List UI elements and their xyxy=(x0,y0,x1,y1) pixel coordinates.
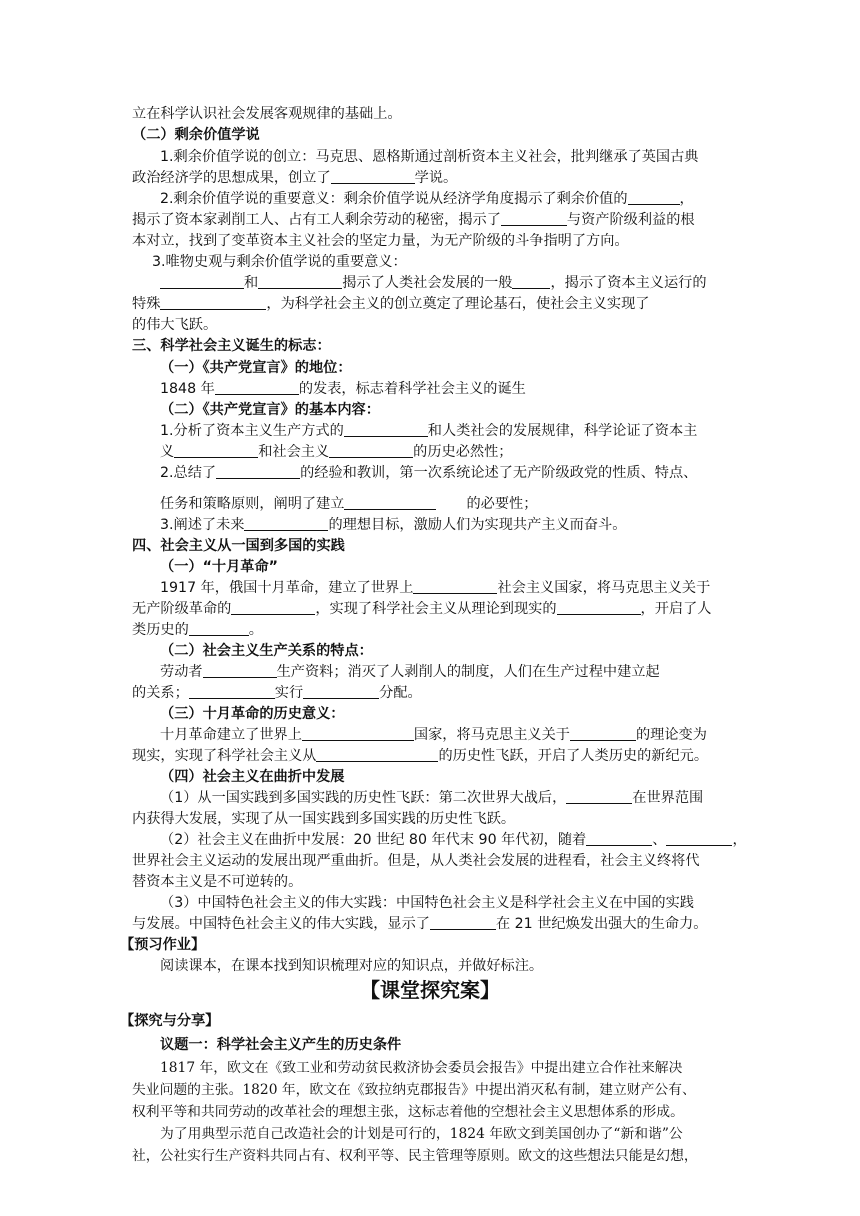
sub-heading: （二）社会主义生产关系的特点： xyxy=(160,643,373,659)
fill-blank[interactable] xyxy=(566,788,632,804)
text-line xyxy=(132,168,732,188)
text-line xyxy=(160,379,760,399)
text-line xyxy=(132,210,732,230)
text-span: （2）社会主义在曲折中发展：20 世纪 80 年代末 90 年代初，随着 xyxy=(160,832,587,848)
fill-blank[interactable] xyxy=(302,725,414,741)
fill-blank[interactable] xyxy=(628,189,680,205)
text-span: 劳动者 xyxy=(160,664,203,680)
text-span: 实行 xyxy=(274,685,304,701)
sub-heading: （四）社会主义在曲折中发展 xyxy=(160,769,345,785)
fill-blank[interactable] xyxy=(189,683,275,699)
text-span: 类历史的 xyxy=(132,622,189,638)
page-section-title: 【课堂探究案】 xyxy=(360,978,500,1002)
text-line xyxy=(132,599,732,619)
fill-blank[interactable] xyxy=(501,210,567,226)
fill-blank[interactable] xyxy=(231,599,315,615)
text-span: 十月革命建立了世界上 xyxy=(160,727,302,743)
fill-blank[interactable] xyxy=(316,746,438,762)
text-span: 特殊 xyxy=(132,296,161,312)
text-span: 的必要性； xyxy=(466,496,538,512)
text-span: 和人类社会的发展规律，科学论证了资本主 xyxy=(427,423,698,439)
text-line: 阅读课本，在课本找到知识梳理对应的知识点，并做好标注。 xyxy=(160,958,544,974)
text-line xyxy=(160,515,760,535)
text-span: ， xyxy=(732,832,747,848)
fill-blank[interactable] xyxy=(331,168,415,184)
text-span: 在 21 世纪焕发出强大的生命力。 xyxy=(495,916,708,932)
share-heading: 【探究与分享】 xyxy=(120,1013,220,1029)
text-span: 揭示了资本家剥削工人、占有工人剩余劳动的秘密，揭示了 xyxy=(132,212,501,228)
text-line: 权利平等和共同劳动的改革社会的理想主张，这标志着他的空想社会主义思想体系的形成。 xyxy=(132,1104,684,1120)
fill-blank[interactable] xyxy=(570,725,636,741)
section-heading: （二）剩余价值学说 xyxy=(132,127,260,143)
text-span: 与资产阶级利益的根 xyxy=(566,212,695,228)
fill-blank[interactable] xyxy=(189,620,249,636)
text-span: 的经验和教训，第一次系统论述了无产阶级政党的性质、特点、 xyxy=(300,465,698,481)
text-line: 为了用典型示范自己改造社会的计划是可行的，1824 年欧文到美国创办了“新和谐”公 xyxy=(160,1126,683,1142)
fill-blank[interactable] xyxy=(512,273,550,289)
text-line: 立在科学认识社会发展客观规律的基础上。 xyxy=(132,106,402,122)
fill-blank[interactable] xyxy=(160,294,266,310)
sub-heading: （三）十月革命的历史意义： xyxy=(160,706,345,722)
text-span: 生产资料；消灭了人剥削人的制度，人们在生产过程中建立起 xyxy=(276,664,660,680)
text-span: 学说。 xyxy=(414,170,458,186)
fill-blank[interactable] xyxy=(258,273,342,289)
text-span: 国家，将马克思主义关于 xyxy=(413,727,570,743)
text-line: 社，公社实行生产资料共同占有、权利平等、民主管理等原则。欧文的这些想法只能是幻想， xyxy=(132,1148,698,1164)
text-span: 与发展。中国特色社会主义的伟大实践，显示了 xyxy=(132,916,430,932)
text-line: 替资本主义是不可逆转的。 xyxy=(132,874,303,890)
text-line xyxy=(160,421,760,441)
text-span: ，实现了科学社会主义从理论到现实的 xyxy=(315,601,557,617)
text-span: 1.分析了资本主义生产方式的 xyxy=(160,423,344,439)
fill-blank[interactable] xyxy=(586,830,652,846)
text-line xyxy=(160,788,760,808)
text-span: 、 xyxy=(652,832,667,848)
text-line xyxy=(132,914,732,934)
text-line: 内获得大发展，实现了从一国实践到多国实践的历史性飞跃。 xyxy=(132,811,516,827)
text-line xyxy=(160,442,760,462)
fill-blank[interactable] xyxy=(666,830,732,846)
text-span: 和 xyxy=(244,275,259,291)
text-span: ，揭示了资本主义运行的 xyxy=(550,275,707,291)
fill-blank[interactable] xyxy=(216,463,300,479)
text-line xyxy=(160,494,760,514)
text-line: 的伟大飞跃。 xyxy=(132,317,218,333)
text-span: 。 xyxy=(248,622,263,638)
text-span: 和社会主义 xyxy=(258,444,330,460)
homework-heading: 【预习作业】 xyxy=(120,937,206,953)
text-span: 2.总结了 xyxy=(160,465,217,481)
text-span: 3.阐述了未来 xyxy=(160,517,245,533)
text-line xyxy=(160,273,732,293)
text-span: 的理论变为 xyxy=(635,727,707,743)
text-line xyxy=(132,294,732,314)
text-span: 现实，实现了科学社会主义从 xyxy=(132,748,317,764)
text-span: 的历史必然性； xyxy=(413,444,513,460)
text-line xyxy=(132,683,732,703)
fill-blank[interactable] xyxy=(344,494,436,510)
text-line: 1817 年，欧文在《致工业和劳动贫民救济协会委员会报告》中提出建立合作社来解决 xyxy=(160,1060,683,1076)
fill-blank[interactable] xyxy=(329,442,413,458)
fill-blank[interactable] xyxy=(344,421,428,437)
section-heading: 三、科学社会主义诞生的标志： xyxy=(132,338,331,354)
topic-heading: 议题一：科学社会主义产生的历史条件 xyxy=(160,1037,402,1053)
text-span: 1848 年 xyxy=(160,381,215,397)
text-span: 无产阶级革命的 xyxy=(132,601,232,617)
text-span: ，为科学社会主义的创立奠定了理论基石，使社会主义实现了 xyxy=(266,296,650,312)
text-span: 义 xyxy=(160,444,175,460)
text-span: ，开启了人 xyxy=(640,601,712,617)
text-span: 政治经济学的思想成果，创立了 xyxy=(132,170,331,186)
fill-blank[interactable] xyxy=(244,515,328,531)
text-line xyxy=(132,620,732,640)
text-line: 世界社会主义运动的发展出现严重曲折。但是，从人类社会发展的进程看，社会主义终将代 xyxy=(132,853,700,869)
sub-heading: （一）《共产党宣言》的地位： xyxy=(160,360,352,376)
text-span: ， xyxy=(679,191,694,207)
section-heading: 四、社会主义从一国到多国的实践 xyxy=(132,538,345,554)
fill-blank[interactable] xyxy=(160,273,244,289)
text-span: 的发表，标志着科学社会主义的诞生 xyxy=(298,381,526,397)
fill-blank[interactable] xyxy=(215,379,299,395)
text-line: 3.唯物史观与剩余价值学说的重要意义： xyxy=(152,254,407,270)
text-line xyxy=(160,463,760,483)
text-span: 在世界范围 xyxy=(632,790,704,806)
fill-blank[interactable] xyxy=(174,442,258,458)
text-span: 揭示了人类社会发展的一般 xyxy=(342,275,513,291)
text-line xyxy=(132,746,732,766)
text-span: 1917 年，俄国十月革命，建立了世界上 xyxy=(160,580,414,596)
text-span: 任务和策略原则，阐明了建立 xyxy=(160,496,345,512)
text-span: （1）从一国实践到多国实践的历史性飞跃：第二次世界大战后， xyxy=(160,790,567,806)
fill-blank[interactable] xyxy=(303,683,379,699)
text-span: 的关系； xyxy=(132,685,189,701)
fill-blank[interactable] xyxy=(557,599,641,615)
text-line: 失业问题的主张。1820 年，欧文在《致拉纳克郡报告》中提出消灭私有制，建立财产公有、 xyxy=(132,1082,696,1098)
text-line xyxy=(160,578,760,598)
text-span: 社会主义国家，将马克思主义关于 xyxy=(497,580,711,596)
sub-heading: （一）“十月革命” xyxy=(160,559,278,575)
text-span: 2.剩余价值学说的重要意义：剩余价值学说从经济学角度揭示了剩余价值的 xyxy=(160,191,628,207)
text-line xyxy=(160,662,760,682)
text-line xyxy=(160,189,760,209)
text-span: 的理想目标，激励人们为实现共产主义而奋斗。 xyxy=(328,517,627,533)
text-line: 本对立，找到了变革资本主义社会的坚定力量，为无产阶级的斗争指明了方向。 xyxy=(132,233,629,249)
fill-blank[interactable] xyxy=(430,914,496,930)
text-span: 的历史性飞跃，开启了人类历史的新纪元。 xyxy=(438,748,709,764)
text-line: （3）中国特色社会主义的伟大实践：中国特色社会主义是科学社会主义在中国的实践 xyxy=(160,895,694,911)
text-line xyxy=(160,830,760,850)
fill-blank[interactable] xyxy=(413,578,497,594)
sub-heading: （二）《共产党宣言》的基本内容： xyxy=(160,402,380,418)
fill-blank[interactable] xyxy=(203,662,277,678)
text-line xyxy=(160,725,760,745)
text-line: 1.剩余价值学说的创立：马克思、恩格斯通过剖析资本主义社会，批判继承了英国古典 xyxy=(160,149,699,165)
text-span: 分配。 xyxy=(379,685,422,701)
